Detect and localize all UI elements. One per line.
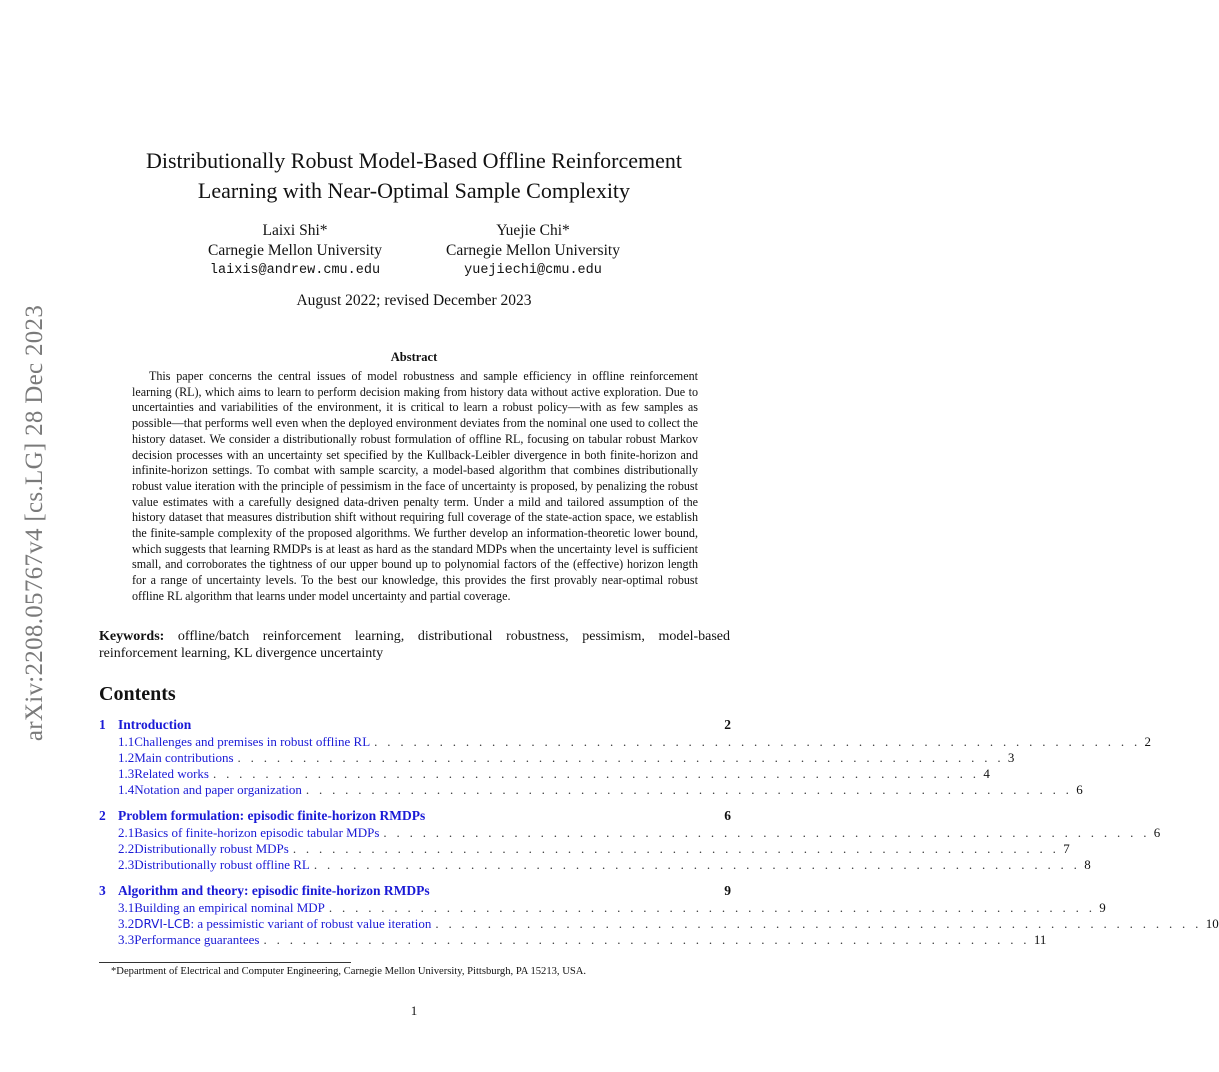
toc-section xyxy=(99,883,1219,948)
toc-page-number: 2 xyxy=(724,717,731,732)
toc-subsection-entry[interactable] xyxy=(99,782,1083,798)
author-block-1 xyxy=(205,221,385,281)
toc-subsection-title[interactable]: Challenges and premises in robust offline RL xyxy=(134,734,371,749)
toc-subsection-entry[interactable] xyxy=(99,750,1015,766)
toc-subsection-algorithm-name[interactable]: DRVI-LCB xyxy=(134,917,191,931)
author-affiliation: Carnegie Mellon University xyxy=(446,242,620,259)
author-name: Yuejie Chi* xyxy=(496,222,570,239)
toc-leader-dots: . . . . . . . . . . . . . . . . . . . . . . . . . . . . . . . . . . . . . . . . . . . . . . . . . . . . . . . . . . . xyxy=(383,825,1150,840)
toc-subsection-title[interactable]: Building an empirical nominal MDP xyxy=(134,900,325,915)
toc-subsection-number[interactable]: 2.3 xyxy=(118,857,135,872)
toc-subsection-entry[interactable] xyxy=(99,825,1161,841)
toc-leader-dots: . . . . . . . . . . . . . . . . . . . . . . . . . . . . . . . . . . . . . . . . . . . . . . . . . . . . . . . . . . . xyxy=(237,750,1004,765)
toc-subsection-entry[interactable] xyxy=(99,766,990,782)
toc-subsection-number[interactable]: 1.1 xyxy=(118,734,135,749)
abstract-text: This paper concerns the central issues of model robustness and sample efficiency in offline reinforcement learning (RL), which aims to learn to perform decision making from history data without active exploration. Due to uncertainties and variabilities of the environment, it is critical to learn a robust policy—with as few samples as possible—that performs well even when the deployed environment deviates from the nominal one used to collect the history dataset. We consider a distributionally robust formulation of offline RL, focusing on tabular robust Markov decision processes with an uncertainty set specified by the Kullback-Leibler divergence in both finite-horizon and infinite-horizon settings. To combat with sample scarcity, a model-based algorithm that combines distributionally robust value iteration with the principle of pessimism in the face of uncertainty is proposed, by penalizing the robust value estimates with a carefully designed data-driven penalty term. Under a mild and tailored assumption of the history dataset that measures distribution shift without requiring full coverage of the state-action space, we establish the finite-sample complexity of the proposed algorithms. We further develop an information-theoretic lower bound, which suggests that learning RMDPs is at least as hard as the standard MDPs when the uncertainty level is sufficient small, and corroborates the tightness of our upper bound up to polynomial factors of the (effective) horizon length for a range of uncertainty levels. To the best our knowledge, this provides the first provably near-optimal robust offline RL algorithm that learns under model uncertainty and partial coverage. xyxy=(132,369,698,603)
toc-section-title[interactable]: Algorithm and theory: episodic finite-horizon RMDPs xyxy=(118,883,430,898)
toc-section-entry[interactable] xyxy=(99,717,731,734)
toc-page-number: 6 xyxy=(724,808,731,823)
toc-page-number: 6 xyxy=(1076,782,1083,797)
toc-subsection-title[interactable]: Distributionally robust offline RL xyxy=(134,857,310,872)
table-of-contents xyxy=(99,717,1219,948)
toc-subsection-title[interactable]: Distributionally robust MDPs xyxy=(134,841,289,856)
toc-subsection-entry[interactable] xyxy=(99,916,1219,932)
toc-page-number: 2 xyxy=(1144,734,1151,749)
author-email[interactable]: yuejiechi@cmu.edu xyxy=(464,263,602,278)
toc-section-entry[interactable] xyxy=(99,808,731,825)
footnote: *Department of Electrical and Computer Engineering, Carnegie Mellon University, Pittsburgh, PA 15213, USA. xyxy=(111,966,587,977)
toc-section xyxy=(99,717,1151,798)
toc-subsection-entry[interactable] xyxy=(99,932,1047,948)
toc-page-number: 9 xyxy=(1099,900,1106,915)
toc-subsection-entry[interactable] xyxy=(99,857,1091,873)
toc-leader-dots: . . . . . . . . . . . . . . . . . . . . . . . . . . . . . . . . . . . . . . . . . . . . . . . . . . . . . . . . . . . xyxy=(435,916,1202,931)
footnote-rule xyxy=(99,962,351,963)
toc-leader-dots: . . . . . . . . . . . . . . . . . . . . . . . . . . . . . . . . . . . . . . . . . . . . . . . . . . . . . . . . . . . xyxy=(292,841,1060,856)
toc-subsection-title[interactable]: Notation and paper organization xyxy=(134,782,302,797)
author-email[interactable]: laixis@andrew.cmu.edu xyxy=(209,263,381,278)
toc-subsection-entry[interactable] xyxy=(99,734,1151,750)
author-affiliation: Carnegie Mellon University xyxy=(208,242,382,259)
toc-leader-dots: . . . . . . . . . . . . . . . . . . . . . . . . . . . . . . . . . . . . . . . . . . . . . . . . . . . . . . . . . . . xyxy=(374,734,1141,749)
toc-page-number: 4 xyxy=(983,766,990,781)
arxiv-identifier-text: arXiv:2208.05767v4 [cs.LG] 28 Dec 2023 xyxy=(21,304,48,742)
toc-subsection-title[interactable]: Basics of finite-horizon episodic tabular MDPs xyxy=(134,825,380,840)
toc-section-number[interactable]: 2 xyxy=(99,808,106,823)
toc-subsection-title[interactable]: : a pessimistic variant of robust value iteration xyxy=(190,916,432,931)
toc-section-number[interactable]: 3 xyxy=(99,883,106,898)
toc-subsection-number[interactable]: 1.2 xyxy=(118,750,135,765)
toc-page-number: 8 xyxy=(1084,857,1091,872)
toc-section-title[interactable]: Problem formulation: episodic finite-horizon RMDPs xyxy=(118,808,426,823)
keywords xyxy=(99,628,730,662)
paper-title xyxy=(100,146,728,206)
toc-leader-dots: . . . . . . . . . . . . . . . . . . . . . . . . . . . . . . . . . . . . . . . . . . . . . . . . . . . . . . . . . . . xyxy=(263,932,1030,947)
toc-subsection-title[interactable]: Related works xyxy=(134,766,209,781)
toc-page-number: 9 xyxy=(724,883,731,898)
toc-section-title[interactable]: Introduction xyxy=(118,717,192,732)
toc-subsection-title[interactable]: Main contributions xyxy=(134,750,234,765)
contents-heading: Contents xyxy=(99,683,176,705)
toc-subsection-number[interactable]: 2.2 xyxy=(118,841,135,856)
toc-leader-dots: . . . . . . . . . . . . . . . . . . . . . . . . . . . . . . . . . . . . . . . . . . . . . . . . . . . . . . . . . . . xyxy=(305,782,1073,797)
toc-leader-dots: . . . . . . . . . . . . . . . . . . . . . . . . . . . . . . . . . . . . . . . . . . . . . . . . . . . . . . . . . . . xyxy=(212,766,980,781)
toc-section xyxy=(99,808,1161,873)
abstract-heading: Abstract xyxy=(390,350,438,364)
toc-page-number: 6 xyxy=(1153,825,1161,840)
toc-subsection-number[interactable]: 3.1 xyxy=(118,900,135,915)
toc-leader-dots: . . . . . . . . . . . . . . . . . . . . . . . . . . . . . . . . . . . . . . . . . . . . . . . . . . . . . . . . . . . xyxy=(313,857,1081,872)
title-line-2: Learning with Near-Optimal Sample Complexity xyxy=(197,178,631,203)
author-block-2 xyxy=(436,221,630,281)
keywords-text: offline/batch reinforcement learning, distributional robustness, pessimism, model-based reinforcement learning, KL divergence uncertainty xyxy=(99,629,731,661)
toc-page-number: 11 xyxy=(1033,932,1047,947)
toc-section-entry[interactable] xyxy=(99,883,731,900)
toc-page-number: 3 xyxy=(1007,750,1015,765)
keywords-label: Keywords: xyxy=(99,629,165,644)
title-line-1: Distributionally Robust Model-Based Offline Reinforcement xyxy=(145,148,683,173)
toc-subsection-number[interactable]: 2.1 xyxy=(118,825,135,840)
publication-date: August 2022; revised December 2023 xyxy=(296,292,532,309)
toc-section-number[interactable]: 1 xyxy=(99,717,106,732)
page-number: 1 xyxy=(410,1003,418,1018)
author-name: Laixi Shi* xyxy=(262,222,328,239)
toc-subsection-number[interactable]: 3.2 xyxy=(118,916,135,931)
toc-subsection-number[interactable]: 1.4 xyxy=(118,782,135,797)
toc-subsection-number[interactable]: 3.3 xyxy=(118,932,135,947)
toc-subsection-entry[interactable] xyxy=(99,900,1106,916)
arxiv-identifier xyxy=(18,288,52,758)
toc-leader-dots: . . . . . . . . . . . . . . . . . . . . . . . . . . . . . . . . . . . . . . . . . . . . . . . . . . . . . . . . . . . xyxy=(328,900,1096,915)
toc-page-number: 7 xyxy=(1063,841,1070,856)
toc-subsection-entry[interactable] xyxy=(99,841,1070,857)
toc-page-number: 10 xyxy=(1205,916,1219,931)
toc-subsection-title[interactable]: Performance guarantees xyxy=(134,932,260,947)
toc-subsection-number[interactable]: 1.3 xyxy=(118,766,135,781)
